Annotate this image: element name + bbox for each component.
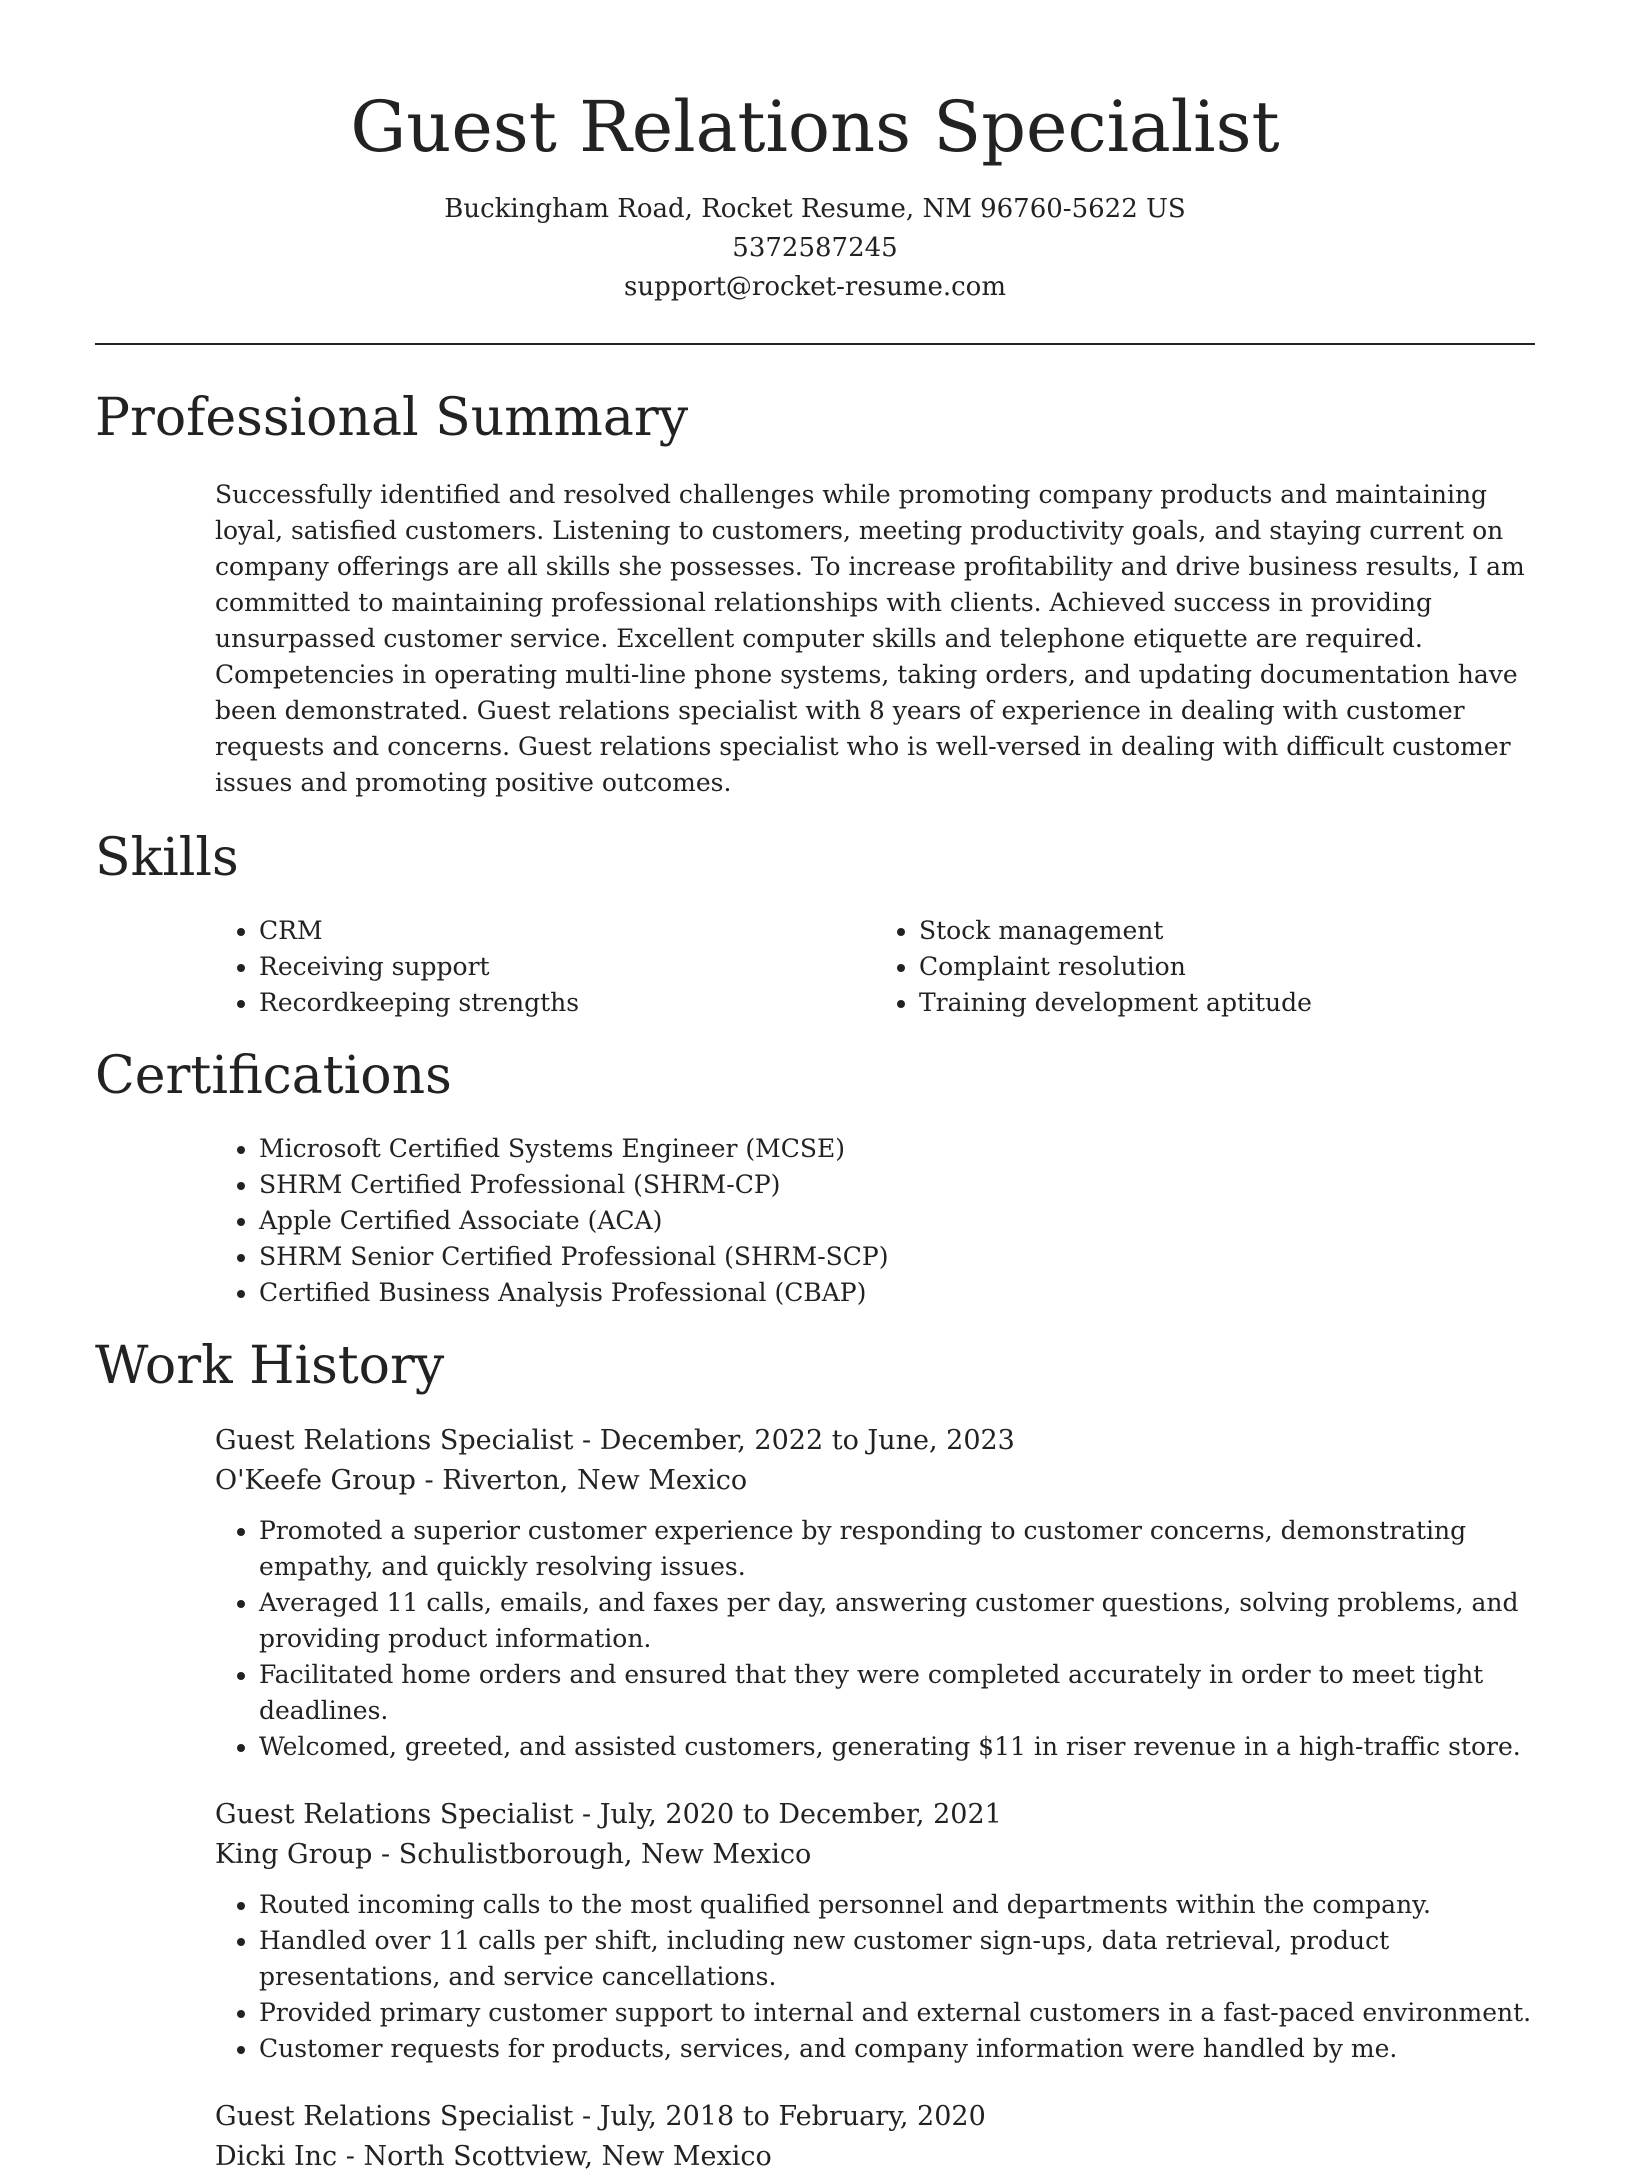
job-entry: [215, 1421, 1535, 1765]
job-company-line: [215, 1461, 1535, 1501]
work-history-heading: Work History: [95, 1336, 445, 1396]
job-bullet: • Facilitated home orders and ensured that they were completed accurately in order to meet tight deadlines.: [259, 1657, 1535, 1729]
skills-list-right: [875, 913, 1535, 1021]
job-role: Guest Relations Specialist: [215, 1425, 574, 1456]
certification-item: • Certified Business Analysis Professional (CBAP): [259, 1275, 1535, 1311]
job-company: King Group: [215, 1839, 373, 1870]
resume-header: [95, 0, 1535, 307]
phone-text: 5372587245: [732, 233, 898, 263]
job-bullet: • Routed incoming calls to the most qualified personnel and departments within the company.: [259, 1887, 1535, 1923]
job-role: Guest Relations Specialist: [215, 1799, 574, 1830]
job-dates: - December, 2022 to June, 2023: [573, 1425, 1015, 1456]
skill-item: • Recordkeeping strengths: [259, 985, 875, 1021]
job-location: - Riverton, New Mexico: [415, 1465, 748, 1496]
job-title-line: [215, 2097, 1535, 2137]
job-bullet: • Welcomed, greeted, and assisted customers, generating $11 in riser revenue in a high-traffic store.: [259, 1729, 1535, 1765]
job-location: - Schulistborough, New Mexico: [372, 1839, 812, 1870]
job-title-line: [215, 1421, 1535, 1461]
certification-item: • Microsoft Certified Systems Engineer (MCSE): [259, 1131, 1535, 1167]
job-bullet-list: [215, 1887, 1535, 2067]
skills-grid: [215, 913, 1535, 1021]
address-text: Buckingham Road, Rocket Resume, NM 96760-5622 US: [444, 194, 1186, 224]
job-company-line: [215, 2137, 1535, 2177]
job-dates: - July, 2018 to February, 2020: [573, 2101, 986, 2132]
header-divider: [95, 343, 1535, 345]
skill-item: • Complaint resolution: [919, 949, 1535, 985]
summary-heading: Professional Summary: [95, 388, 689, 448]
job-company-line: [215, 1835, 1535, 1875]
job-bullet: • Handled over 11 calls per shift, including new customer sign-ups, data retrieval, product presentations, and service cancellations.: [259, 1923, 1535, 1995]
skill-item: • CRM: [259, 913, 875, 949]
job-bullet: • Customer requests for products, services, and company information were handled by me.: [259, 2031, 1535, 2067]
certifications-list: [215, 1131, 1535, 1311]
contact-info: [95, 190, 1535, 307]
resume-page: [95, 0, 1535, 2177]
job-company: Dicki Inc: [215, 2141, 338, 2172]
certification-item: • SHRM Senior Certified Professional (SHRM-SCP): [259, 1239, 1535, 1275]
job-dates: - July, 2020 to December, 2021: [573, 1799, 1002, 1830]
job-entry: [215, 2097, 1535, 2177]
job-bullet: • Promoted a superior customer experience by responding to customer concerns, demonstrating empathy, and quickly resolving issues.: [259, 1513, 1535, 1585]
skill-item: • Training development aptitude: [919, 985, 1535, 1021]
job-location: - North Scottview, New Mexico: [337, 2141, 772, 2172]
summary-text: Successfully identified and resolved challenges while promoting company products and maintaining loyal, satisfied customers. Listening to customers, meeting productivity goals, and staying current on company offerings are all skills she possesses. To increase profitability and drive business results, I am committed to maintaining professional relationships with clients. Achieved success in providing unsurpassed customer service. Excellent computer skills and telephone etiquette are required. Competencies in operating multi-line phone systems, taking orders, and updating documentation have been demonstrated. Guest relations specialist with 8 years of experience in dealing with customer requests and concerns. Guest relations specialist who is well-versed in dealing with difficult customer issues and promoting positive outcomes.: [215, 480, 1525, 797]
certification-item: • SHRM Certified Professional (SHRM-CP): [259, 1167, 1535, 1203]
email-text: support@rocket-resume.com: [623, 272, 1006, 302]
skill-item: • Receiving support: [259, 949, 875, 985]
job-bullet-list: [215, 1513, 1535, 1765]
job-bullet: • Averaged 11 calls, emails, and faxes per day, answering customer questions, solving problems, and providing product information.: [259, 1585, 1535, 1657]
page-title: Guest Relations Specialist: [350, 86, 1280, 168]
certification-item: • Apple Certified Associate (ACA): [259, 1203, 1535, 1239]
skill-item: • Stock management: [919, 913, 1535, 949]
job-company: O'Keefe Group: [215, 1465, 416, 1496]
skills-list-left: [215, 913, 875, 1021]
job-title-line: [215, 1795, 1535, 1835]
certifications-heading: Certifications: [95, 1046, 452, 1106]
skills-heading: Skills: [95, 828, 239, 888]
job-role: Guest Relations Specialist: [215, 2101, 574, 2132]
job-entry: [215, 1795, 1535, 2067]
job-bullet: • Provided primary customer support to internal and external customers in a fast-paced environment.: [259, 1995, 1535, 2031]
